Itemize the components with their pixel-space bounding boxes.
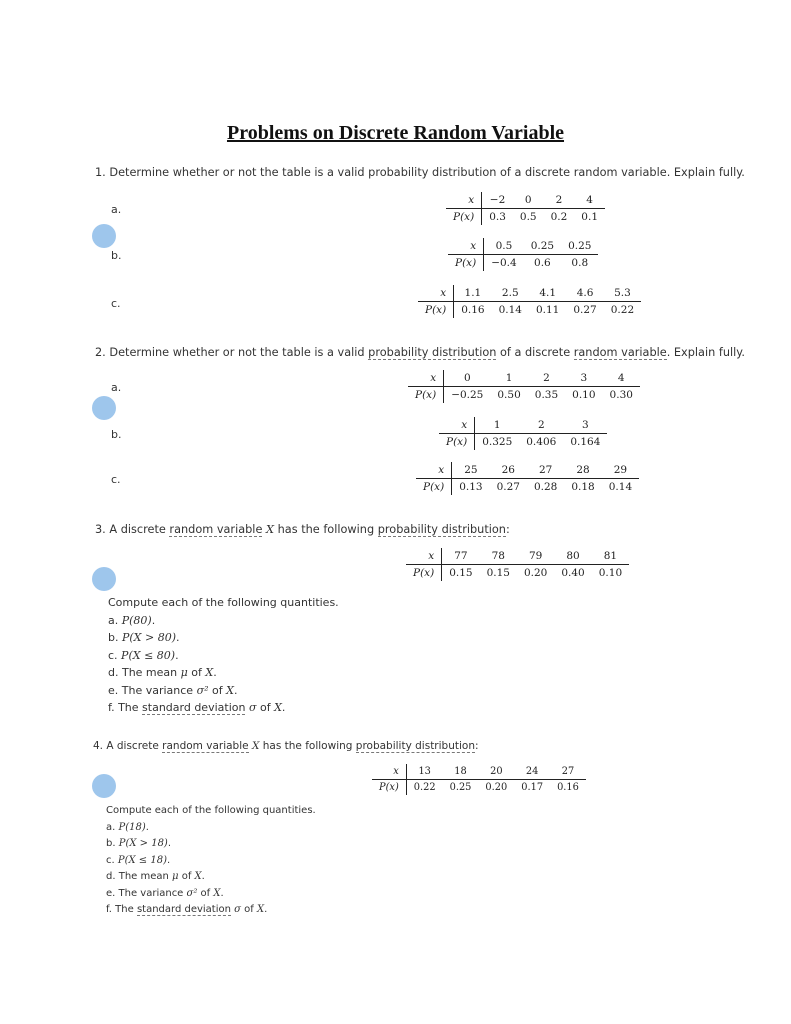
- x-row: [448, 238, 598, 255]
- item-text: .: [167, 838, 172, 849]
- table-cell: 24: [514, 764, 550, 780]
- table-cell: −0.4: [491, 257, 517, 269]
- row-label: x: [439, 417, 475, 434]
- row-label: P(x): [439, 434, 475, 451]
- circle-marker-icon: [92, 224, 116, 248]
- circle-marker-icon: [92, 567, 116, 591]
- item-text: of: [197, 887, 214, 899]
- q2-link-random-variable[interactable]: random variable: [573, 346, 667, 359]
- table-cell: 0.15: [449, 567, 473, 579]
- probability-row: [372, 780, 586, 796]
- table-cell: 1: [475, 417, 520, 434]
- item-text: .: [264, 904, 268, 915]
- table-cell: 0.25: [524, 238, 561, 255]
- probability-row: [448, 255, 598, 272]
- probability-row: [418, 302, 641, 319]
- item-text: b.: [106, 838, 119, 849]
- row-label: P(x): [372, 780, 406, 796]
- row-label: P(x): [416, 479, 452, 496]
- table-cell: 4.6: [566, 285, 603, 302]
- link-standard-deviation[interactable]: standard deviation: [142, 701, 246, 714]
- table-cell: 5.3: [604, 285, 641, 302]
- item-text: b.: [108, 631, 122, 644]
- item-text: .: [151, 613, 156, 627]
- row-label: x: [416, 462, 452, 479]
- problem-1c-label: c.: [111, 297, 121, 310]
- q2-text-2: of a discrete: [496, 346, 574, 359]
- row-label: P(x): [406, 565, 442, 582]
- row-label: x: [408, 370, 444, 387]
- table-cell: 79: [517, 548, 554, 565]
- q4-link-probability-distribution[interactable]: probability distribution: [355, 740, 475, 752]
- table-cell: 18: [443, 764, 479, 780]
- item-text: .: [176, 631, 180, 644]
- table-cell: 0.164: [570, 436, 601, 448]
- item-text: e. The variance: [106, 887, 187, 899]
- item-math: P(X > 80): [121, 631, 177, 644]
- row-label: x: [406, 548, 442, 565]
- item-math: σ²: [196, 683, 209, 697]
- problem-2c-table: [416, 462, 639, 495]
- item-text: a.: [108, 613, 122, 627]
- q4-var: X: [251, 740, 260, 752]
- item-math: X: [205, 666, 214, 679]
- item-math: X: [213, 887, 221, 899]
- item-text: .: [145, 821, 149, 833]
- q4-text-2: has the following: [259, 740, 356, 752]
- q4-link-random-variable[interactable]: random variable: [162, 740, 249, 752]
- item-text: .: [233, 683, 238, 697]
- probability-row: [439, 434, 607, 451]
- item-math: P(X > 18): [118, 838, 168, 849]
- q2-text-1: 2. Determine whether or not the table is a valid: [95, 346, 369, 359]
- q3-link-random-variable[interactable]: random variable: [169, 523, 263, 536]
- table-cell: 0.17: [521, 782, 544, 793]
- problem-1b-table: [448, 238, 598, 271]
- table-cell: 0.11: [535, 304, 560, 316]
- item-math: σ: [248, 701, 257, 714]
- problem-1a-label: a.: [111, 203, 122, 216]
- table-cell: 0.14: [498, 304, 522, 316]
- table-cell: 78: [480, 548, 517, 565]
- probability-row: [446, 209, 605, 226]
- row-label: x: [418, 285, 454, 302]
- q2-link-probability-distribution[interactable]: probability distribution: [368, 346, 497, 359]
- table-cell: 0.35: [534, 389, 559, 401]
- problem-2b-table: [439, 417, 607, 450]
- table-cell: 0.6: [534, 257, 551, 269]
- table-cell: 0.40: [561, 567, 585, 579]
- table-cell: 0.25: [561, 238, 598, 255]
- problem-2a-table: [408, 370, 640, 403]
- table-cell: 13: [406, 764, 442, 780]
- row-label: P(x): [418, 302, 454, 319]
- probability-row: [406, 565, 629, 582]
- table-cell: 0.10: [572, 389, 596, 401]
- item-math: P(X ≤ 80): [121, 648, 176, 662]
- problem-1a-table: [446, 192, 605, 225]
- item-text: of: [208, 683, 227, 697]
- item-math: X: [274, 701, 282, 714]
- table-cell: 81: [592, 548, 629, 565]
- table-cell: 0.406: [526, 436, 557, 448]
- table-cell: 4.1: [529, 285, 566, 302]
- problem-4-question: [93, 740, 479, 752]
- table-cell: 0.16: [461, 304, 485, 316]
- item-text: d. The mean: [108, 666, 181, 679]
- compute-intro: Compute each of the following quantities.: [106, 805, 316, 816]
- row-label: x: [372, 764, 406, 780]
- table-cell: 0.325: [482, 436, 513, 448]
- compute-intro: Compute each of the following quantities.: [108, 596, 339, 609]
- table-cell: 0.30: [609, 389, 633, 401]
- table-cell: 0.1: [581, 211, 598, 223]
- q3-var: X: [266, 523, 275, 536]
- problem-2b-label: b.: [111, 428, 122, 441]
- table-cell: 0.22: [413, 782, 436, 793]
- item-text: of: [240, 904, 257, 915]
- item-text: c.: [106, 854, 118, 866]
- q4-text-1: 4. A discrete: [93, 740, 163, 752]
- item-math: μ: [172, 871, 179, 882]
- table-cell: 4: [603, 370, 640, 387]
- table-cell: 20: [478, 764, 514, 780]
- item-b: [108, 629, 339, 647]
- item-math: X: [194, 871, 202, 882]
- item-text: .: [175, 648, 179, 662]
- item-a: [108, 612, 339, 630]
- table-cell: −0.25: [451, 389, 484, 401]
- row-label: P(x): [448, 255, 484, 272]
- item-text: .: [213, 666, 217, 679]
- problem-3-table: [406, 548, 629, 581]
- table-cell: 27: [527, 462, 564, 479]
- item-text: .: [166, 854, 171, 866]
- problem-3-compute-list: [108, 594, 339, 717]
- item-e: [108, 682, 339, 700]
- item-text: of: [256, 701, 275, 714]
- item-c: [106, 853, 316, 870]
- table-cell: 0.14: [608, 481, 633, 493]
- problem-1c-table: [418, 285, 641, 318]
- row-label: P(x): [408, 387, 444, 404]
- q3-text-3: :: [505, 523, 510, 536]
- item-math: X: [256, 904, 265, 915]
- table-cell: 4: [574, 192, 605, 209]
- table-cell: 0.5: [519, 211, 537, 223]
- table-cell: 3: [565, 370, 602, 387]
- item-text: e. The variance: [108, 683, 197, 697]
- item-math: P(18): [118, 821, 146, 833]
- item-text: of: [178, 871, 195, 882]
- table-cell: −2: [482, 192, 513, 209]
- item-math: P(X ≤ 18): [117, 854, 167, 866]
- q2-text-3: . Explain fully.: [666, 346, 745, 359]
- problem-1-question: 1. Determine whether or not the table is a valid probability distribution of a discrete random variable. Explain fully.: [95, 166, 745, 179]
- x-row: [446, 192, 605, 209]
- item-text: .: [281, 701, 286, 714]
- table-cell: 0.50: [497, 389, 521, 401]
- item-e: [106, 886, 316, 903]
- item-text: of: [187, 666, 206, 679]
- item-math: P(80): [121, 613, 152, 627]
- item-c: [108, 647, 339, 665]
- problem-4-table: [372, 764, 586, 795]
- circle-marker-icon: [92, 774, 116, 798]
- item-a: [106, 820, 316, 837]
- item-b: [106, 836, 316, 853]
- problem-4-compute-list: [106, 803, 316, 919]
- table-cell: 0.20: [485, 782, 508, 793]
- q3-link-probability-distribution[interactable]: probability distribution: [377, 523, 506, 536]
- table-cell: 1.1: [454, 285, 492, 302]
- table-cell: 0.3: [489, 211, 506, 223]
- x-row: [372, 764, 586, 780]
- row-label: P(x): [446, 209, 482, 226]
- table-cell: 0.18: [571, 481, 595, 493]
- item-text: .: [201, 871, 205, 882]
- table-cell: 0.28: [533, 481, 558, 493]
- circle-marker-icon: [92, 396, 116, 420]
- x-row: [418, 285, 641, 302]
- item-math: σ²: [186, 887, 198, 899]
- probability-row: [416, 479, 639, 496]
- table-cell: 2: [528, 370, 565, 387]
- table-cell: 80: [554, 548, 591, 565]
- table-cell: 0.25: [449, 782, 472, 793]
- problem-3-question: [95, 523, 510, 536]
- table-cell: 2: [519, 417, 563, 434]
- table-cell: 25: [452, 462, 490, 479]
- table-cell: 0.16: [557, 782, 579, 793]
- table-cell: 27: [550, 764, 586, 780]
- q3-text-2: has the following: [274, 523, 378, 536]
- item-d: [108, 664, 339, 682]
- table-cell: 0.22: [610, 304, 635, 316]
- link-standard-deviation[interactable]: standard deviation: [136, 904, 231, 915]
- table-cell: 28: [564, 462, 601, 479]
- table-cell: 0.8: [571, 257, 589, 269]
- table-cell: 29: [602, 462, 639, 479]
- problem-1b-label: b.: [111, 249, 122, 262]
- item-d: [106, 869, 316, 886]
- item-text: f. The: [108, 701, 143, 714]
- item-text: c.: [108, 648, 122, 662]
- item-f: [106, 902, 316, 919]
- table-cell: 0.13: [459, 481, 483, 493]
- item-math: X: [226, 683, 234, 697]
- probability-row: [408, 387, 640, 404]
- item-math: μ: [180, 666, 188, 679]
- q4-text-3: :: [474, 740, 479, 752]
- item-text: a.: [106, 821, 119, 833]
- problem-2c-label: c.: [111, 473, 121, 486]
- row-label: x: [446, 192, 482, 209]
- item-f: [108, 699, 339, 717]
- table-cell: 0.15: [486, 567, 510, 579]
- table-cell: 26: [490, 462, 527, 479]
- page-title: Problems on Discrete Random Variable: [226, 122, 565, 144]
- table-cell: 0.10: [598, 567, 623, 579]
- table-cell: 0: [444, 370, 491, 387]
- table-cell: 3: [563, 417, 607, 434]
- table-cell: 0.2: [550, 211, 568, 223]
- table-cell: 0.27: [496, 481, 520, 493]
- q3-text-1: 3. A discrete: [95, 523, 170, 536]
- table-cell: 2: [544, 192, 575, 209]
- problem-2a-label: a.: [111, 381, 122, 394]
- table-cell: 77: [442, 548, 480, 565]
- x-row: [406, 548, 629, 565]
- item-text: d. The mean: [106, 871, 173, 882]
- item-text: f. The: [106, 904, 137, 915]
- row-label: x: [448, 238, 484, 255]
- table-cell: 0.5: [484, 238, 524, 255]
- table-cell: 2.5: [492, 285, 529, 302]
- x-row: [416, 462, 639, 479]
- x-row: [408, 370, 640, 387]
- item-text: .: [220, 887, 224, 899]
- table-cell: 1: [490, 370, 527, 387]
- x-row: [439, 417, 607, 434]
- problem-2-question: [95, 346, 745, 359]
- table-cell: 0.20: [523, 567, 548, 579]
- item-math: σ: [234, 904, 241, 915]
- table-cell: 0: [513, 192, 544, 209]
- table-cell: 0.27: [573, 304, 597, 316]
